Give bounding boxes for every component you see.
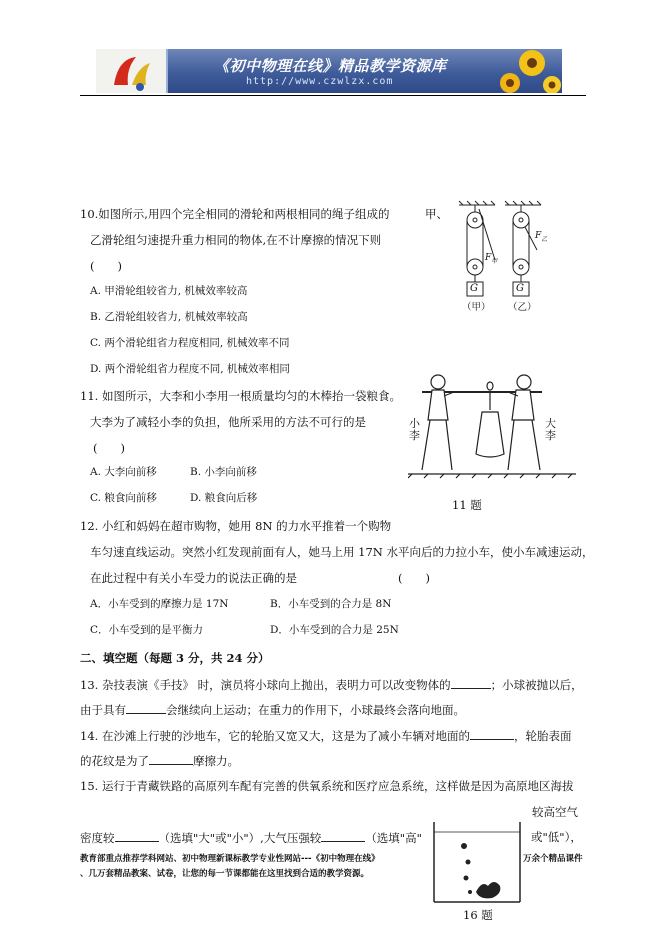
q13-line1: 13. 杂技表演《手技》 时，演员将小球向上抛出，表明力可以改变物体的 ；小球被抛以后，	[80, 678, 583, 692]
q10-option-b: B. 乙滑轮组较省力, 机械效率较高	[90, 311, 248, 323]
q11-line2: 大李为了减轻小李的负担，他所采用的方法不可行的是	[90, 415, 366, 429]
q11-fig-right-person: 大李	[545, 417, 556, 442]
q11-option-c: C. 粮食向前移	[90, 492, 157, 504]
q10-line2: 乙滑轮组匀速提升重力相同的物体,在不计摩擦的情况下则	[90, 233, 382, 247]
q10-weight-right: G	[516, 283, 524, 294]
q12-option-a: A．小车受到的摩擦力是 17N	[90, 598, 229, 610]
header-banner	[96, 49, 562, 93]
q11-fig-caption: 11 题	[452, 498, 482, 512]
q14-blank-2[interactable]	[149, 753, 193, 765]
q15-line1: 15. 运行于青藏铁路的高原列车配有完善的供氧系统和医疗应急系统，这样做是因为高原地区海拔	[80, 779, 574, 793]
q11-line1: 11. 如图所示，大李和小李用一根质量均匀的木棒抬一袋粮食。	[80, 389, 401, 403]
footer-note	[80, 852, 425, 882]
q15-blank-1[interactable]	[115, 830, 159, 842]
q16-fig-caption: 16 题	[463, 908, 493, 922]
q15-right-tail: 较高空气	[532, 805, 578, 819]
q12-line3: 在此过程中有关小车受力的说法正确的是	[90, 571, 297, 585]
q14-blank-1[interactable]	[470, 728, 514, 740]
q11-option-b: B. 小李向前移	[190, 466, 257, 478]
footer-note-line2: 、几万套精品教案、试卷，让您的每一节课都能在这里找到合适的教学资源。	[80, 869, 370, 879]
q10-force-yi: $F_乙$	[535, 231, 548, 243]
q10-line1: 10.如图所示,用四个完全相同的滑轮和两根相同的绳子组成的	[80, 207, 390, 221]
q15-blank-2[interactable]	[321, 830, 365, 842]
q10-option-d: D. 两个滑轮组省力程度不同, 机械效率相同	[90, 363, 290, 375]
q11-paren: ( )	[93, 441, 125, 455]
q11-option-a: A. 大李向前移	[90, 466, 157, 478]
q15-line2-tail: 或"低"），	[531, 830, 582, 844]
q11-option-d: D. 粮食向后移	[190, 492, 258, 504]
q13-line2: 由于具有 会继续向上运动；在重力的作用下，小球最终会落向地面。	[80, 703, 465, 717]
q12-line1: 12. 小红和妈妈在超市购物，她用 8N 的力水平推着一个购物	[80, 519, 392, 533]
banner-url[interactable]: http://www.czwlzx.com	[246, 76, 394, 87]
q13-blank-1[interactable]	[451, 677, 491, 689]
q12-option-b: B．小车受到的合力是 8N	[270, 598, 392, 610]
footer-note-line1: 教育部重点推荐学科网站、初中物理新课标教学专业性网站---《初中物理在线》	[80, 854, 380, 864]
q12-paren: ( )	[398, 571, 430, 585]
banner-title: 《初中物理在线》精品教学资源库	[214, 57, 447, 75]
footer-note-tail: 万余个精品课件	[523, 854, 583, 864]
beaker-figure	[430, 820, 526, 906]
q10-fig-label-jia: 甲、	[425, 207, 448, 221]
q12-line2: 车匀速直线运动。突然小红发现前面有人，她马上用 17N 水平向后的力拉小车，使小车减速运动，	[90, 545, 594, 559]
q10-caption-right: （乙）	[508, 302, 537, 313]
q13-blank-2[interactable]	[126, 702, 166, 714]
section2-heading: 二、填空题（每题 3 分，共 24 分）	[80, 651, 270, 665]
q10-option-c: C. 两个滑轮组省力程度相同, 机械效率不同	[90, 337, 290, 349]
q10-weight-left: G	[470, 283, 478, 294]
q14-line1: 14. 在沙滩上行驶的沙地车，它的轮胎又宽又大，这是为了减小车辆对地面的 ，轮胎表面	[80, 729, 572, 743]
q14-line2: 的花纹是为了 摩擦力。	[80, 754, 239, 768]
q10-paren: ( )	[90, 259, 122, 273]
q10-force-jia: $F_甲$	[485, 253, 498, 265]
q10-caption-left: （甲）	[462, 302, 491, 313]
q10-option-a: A. 甲滑轮组较省力, 机械效率较高	[90, 285, 248, 297]
q12-option-d: D．小车受到的合力是 25N	[270, 624, 399, 636]
q15-line2: 密度较 （选填"大"或"小"）,大气压强较 （选填"高"	[80, 831, 422, 845]
q11-fig-left-person: 小李	[409, 417, 420, 442]
header-rule	[80, 95, 586, 96]
q12-option-c: C．小车受到的是平衡力	[90, 624, 204, 636]
